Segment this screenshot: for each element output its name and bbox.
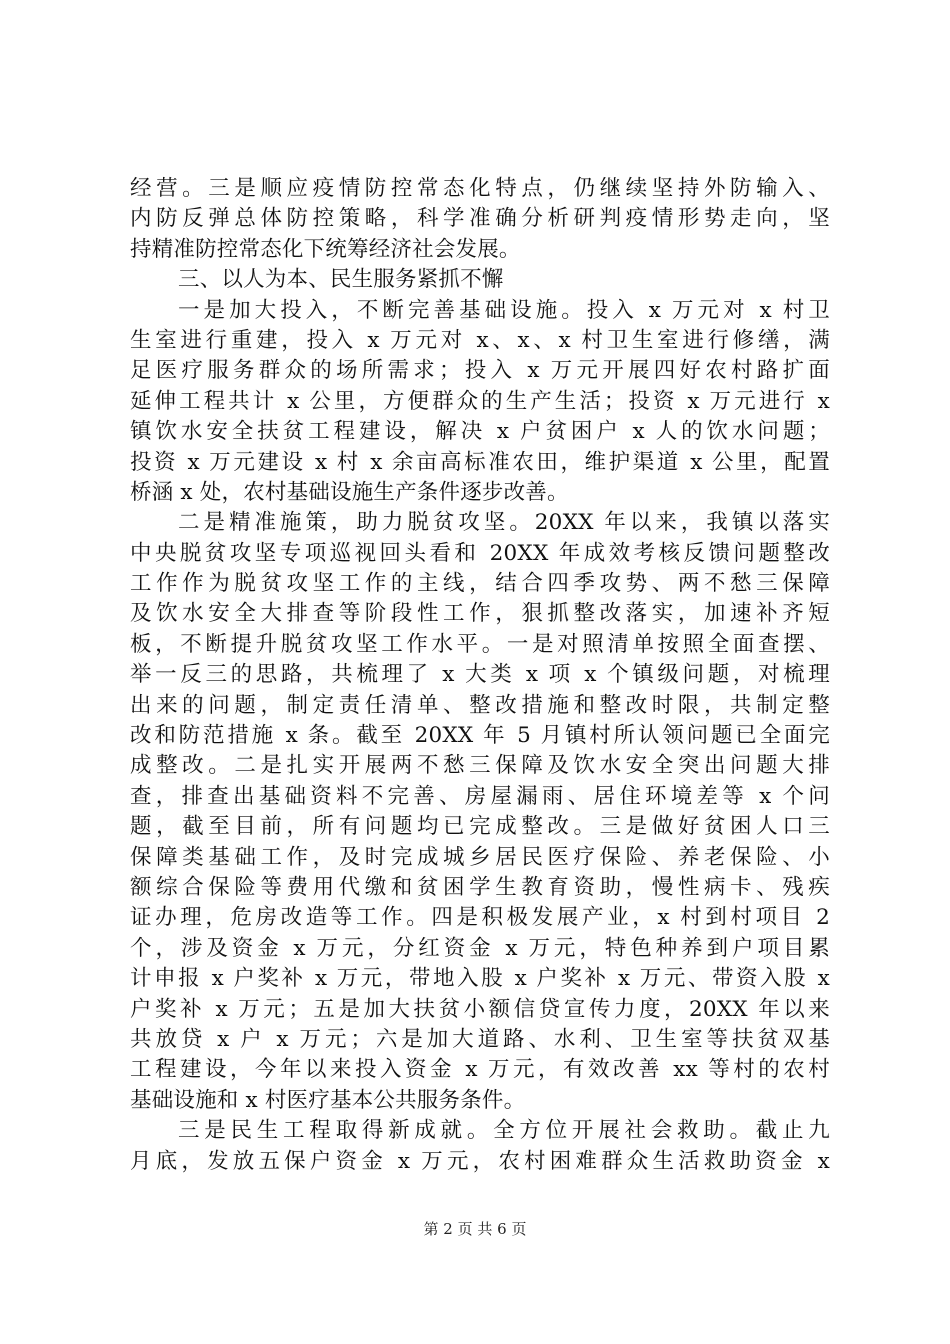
text-line: 个，涉及资金 x 万元，分红资金 x 万元，特色种养到户项目累: [130, 935, 830, 961]
text-line: 查，排查出基础资料不完善、房屋漏雨、居住环境差等 x 个问: [130, 783, 830, 809]
text-line: 板，不断提升脱贫攻坚工作水平。一是对照清单按照全面查摆、: [130, 631, 830, 657]
text-line: 镇饮水安全扶贫工程建设，解决 x 户贫困户 x 人的饮水问题；: [130, 419, 830, 445]
text-line: 题，截至目前，所有问题均已完成整改。三是做好贫困人口三: [130, 814, 830, 840]
text-line: 中央脱贫攻坚专项巡视回头看和 20XX 年成效考核反馈问题整改: [130, 540, 830, 566]
text-line: 持精准防控常态化下统筹经济社会发展。: [130, 236, 521, 262]
page-footer: 第 2 页 共 6 页: [423, 1220, 527, 1238]
text-line: 证办理，危房改造等工作。四是积极发展产业，x 村到村项目 2: [130, 905, 830, 931]
text-line: 投资 x 万元建设 x 村 x 余亩高标准农田，维护渠道 x 公里，配置: [130, 449, 830, 475]
text-line: 生室进行重建，投入 x 万元对 x、x、x 村卫生室进行修缮，满: [130, 327, 830, 353]
text-line: 保障类基础工作，及时完成城乡居民医疗保险、养老保险、小: [130, 844, 830, 870]
text-line: 计申报 x 户奖补 x 万元，带地入股 x 户奖补 x 万元、带资入股 x: [130, 966, 830, 992]
text-line: 月底，发放五保户资金 x 万元，农村困难群众生活救助资金 x: [130, 1148, 830, 1174]
text-line: 延伸工程共计 x 公里，方便群众的生产生活；投资 x 万元进行 x: [130, 388, 830, 414]
text-line: 内防反弹总体防控策略，科学准确分析研判疫情形势走向，坚: [130, 206, 830, 232]
text-line: 成整改。二是扎实开展两不愁三保障及饮水安全突出问题大排: [130, 753, 830, 779]
text-line: 及饮水安全大排查等阶段性工作，狠抓整改落实，加速补齐短: [130, 601, 830, 627]
text-line: 足医疗服务群众的场所需求；投入 x 万元开展四好农村路扩面: [130, 358, 830, 384]
text-line: 工作作为脱贫攻坚工作的主线，结合四季攻势、两不愁三保障: [130, 571, 830, 597]
text-line: 共放贷 x 户 x 万元；六是加大道路、水利、卫生室等扶贫双基: [130, 1026, 830, 1052]
text-line: 二是精准施策，助力脱贫攻坚。20XX 年以来，我镇以落实: [178, 510, 830, 536]
text-line: 一是加大投入，不断完善基础设施。投入 x 万元对 x 村卫: [178, 297, 830, 323]
text-line: 改和防范措施 x 条。截至 20XX 年 5 月镇村所认领问题已全面完: [130, 723, 830, 749]
text-line: 举一反三的思路，共梳理了 x 大类 x 项 x 个镇级问题，对梳理: [130, 662, 830, 688]
document-body: [130, 174, 830, 1177]
text-line: 经营。三是顺应疫情防控常态化特点，仍继续坚持外防输入、: [130, 176, 830, 201]
text-line: 户奖补 x 万元；五是加大扶贫小额信贷宣传力度，20XX 年以来: [130, 996, 830, 1022]
text-line: 三、以人为本、民生服务紧抓不懈: [178, 267, 504, 293]
text-line: 基础设施和 x 村医疗基本公共服务条件。: [130, 1087, 526, 1113]
text-line: 三是民生工程取得新成就。全方位开展社会救助。截止九: [178, 1118, 830, 1144]
text-line: 额综合保险等费用代缴和贫困学生教育资助，慢性病卡、残疾: [130, 874, 830, 900]
text-line: 桥涵 x 处，农村基础设施生产条件逐步改善。: [130, 479, 569, 505]
text-line: 工程建设，今年以来投入资金 x 万元，有效改善 xx 等村的农村: [130, 1057, 830, 1083]
text-line: 出来的问题，制定责任清单、整改措施和整改时限，共制定整: [130, 692, 830, 718]
